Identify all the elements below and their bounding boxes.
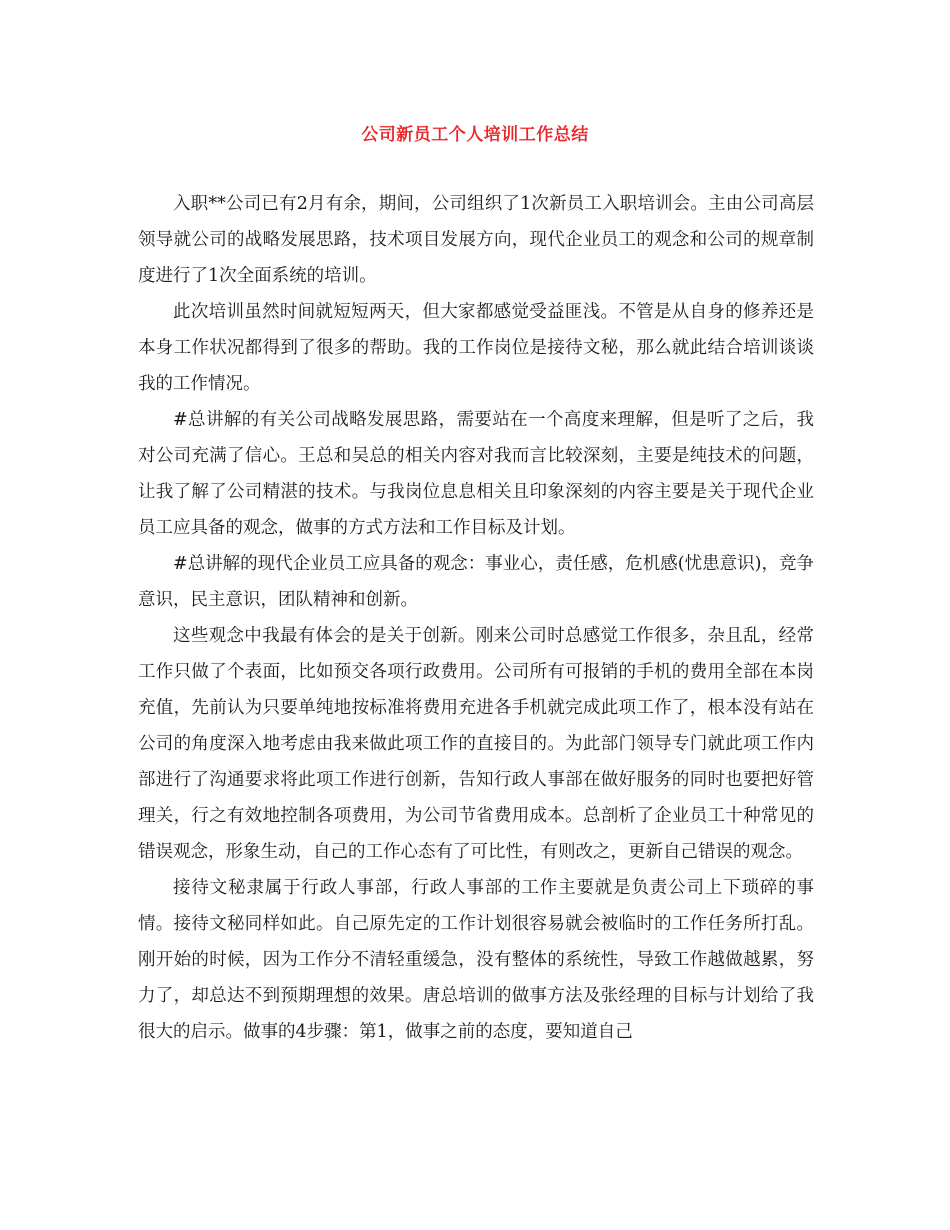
paragraph: 接待文秘隶属于行政人事部，行政人事部的工作主要就是负责公司上下琐碎的事情。接待文秘同样如此。自己原先定的工作计划很容易就会被临时的工作任务所打乱。刚开始的时候，因为工作分不清轻重缓急，没有整体的系统性，导致工作越做越累，努力了，却总达不到预期理想的效果。唐总培训的做事方法及张经理的目标与计划给了我很大的启示。做事的4步骤：第1，做事之前的态度，要知道自己 [138,878,814,1042]
paragraph: #总讲解的有关公司战略发展思路，需要站在一个高度来理解，但是听了之后，我对公司充满了信心。王总和吴总的相关内容对我而言比较深刻，主要是纯技术的问题，让我了解了公司精湛的技术。与我岗位息息相关且印象深刻的内容主要是关于现代企业员工应具备的观念，做事的方式方法和工作目标及计划。 [138,410,814,538]
paragraph: 入职**公司已有2月有余，期间，公司组织了1次新员工入职培训会。主由公司高层领导就公司的战略发展思路，技术项目发展方向，现代企业员工的观念和公司的规章制度进行了1次全面系统的培训。 [138,194,814,286]
document-body [138,186,814,1050]
paragraph: 这些观念中我最有体会的是关于创新。刚来公司时总感觉工作很多，杂且乱，经常工作只做了个表面，比如预交各项行政费用。公司所有可报销的手机的费用全部在本岗充值，先前认为只要单纯地按标准将费用充进各手机就完成此项工作了，根本没有站在公司的角度深入地考虑由我来做此项工作的直接目的。为此部门领导专门就此项工作内部进行了沟通要求将此项工作进行创新，告知行政人事部在做好服务的同时也要把好管理关，行之有效地控制各项费用，为公司节省费用成本。总剖析了企业员工十种常见的错误观念，形象生动，自己的工作心态有了可比性，有则改之，更新自己错误的观念。 [138,626,814,862]
paragraph: #总讲解的现代企业员工应具备的观念：事业心，责任感，危机感(忧患意识)，竞争意识，民主意识，团队精神和创新。 [138,554,814,610]
document-title: 公司新员工个人培训工作总结 [361,125,589,145]
paragraph: 此次培训虽然时间就短短两天，但大家都感觉受益匪浅。不管是从自身的修养还是本身工作状况都得到了很多的帮助。我的工作岗位是接待文秘，那么就此结合培训谈谈我的工作情况。 [138,302,814,394]
